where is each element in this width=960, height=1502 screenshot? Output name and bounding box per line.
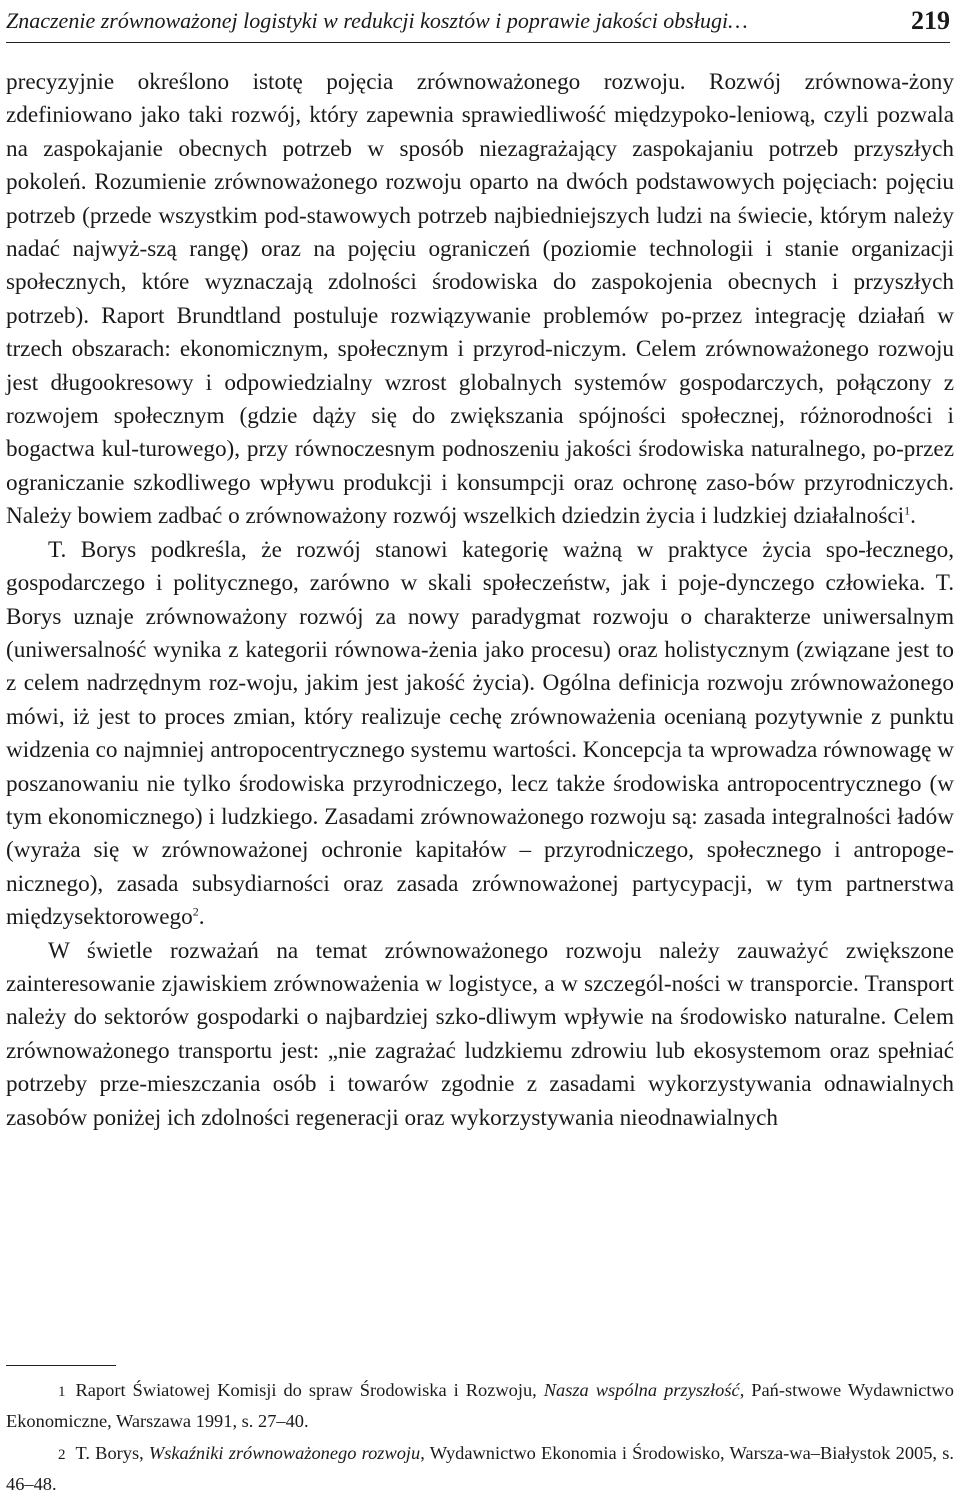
paragraph-2-text: T. Borys podkreśla, że rozwój stanowi kategorię ważną w praktyce życia spo-łecznego, gospodarczego i politycznego, zarówno w skali społeczeństw, jak i poje-dynczego człowieka. T. Borys uznaje zrównoważony rozwój za nowy paradygmat rozwoju o charakterze uniwersalnym (uniwersalność wynika z kategorii równowa-żenia jako procesu) oraz holistycznym (związane jest to z celem nadrzędnym roz-woju, jakim jest jakość życia). Ogólna definicja rozwoju zrównoważonego mówi, iż jest to proces zmian, który realizuje cechę zrównoważenia ocenianą pozytywnie z punktu widzenia co najmniej antropocentrycznego systemu wartości. Koncepcja ta wprowadza równowagę w poszanowaniu nie tylko środowiska przyrodniczego, lecz także środowiska antropocentrycznego (w tym ekonomicznego) i ludzkiego. Zasadami zrównoważonego rozwoju są: zasada integralności ładów (wyraża się w zrównoważonej ochronie kapitałów – przyrodniczego, społecznego i antropoge-nicznego), zasada subsydiarności oraz zasada zrównoważonej partycypacji, w tym partnerstwa międzysektorowego	[6, 536, 954, 931]
running-header	[6, 0, 950, 43]
footnote-1-title: Nasza wspólna przyszłość	[543, 1380, 740, 1400]
footnote-2-post: , Wydawnictwo Ekonomia i Środowisko, Warsza-wa–Białystok 2005, s. 46–48.	[6, 1443, 954, 1494]
page-number: 219	[911, 6, 950, 35]
paragraph-2-end: .	[198, 904, 205, 931]
footnote-1-post: , Pań-stwowe Wydawnictwo Ekonomiczne, Warszawa 1991, s. 27–40.	[6, 1380, 955, 1431]
footnote-number: 1	[58, 1384, 66, 1400]
paragraph-1-end: .	[910, 503, 916, 530]
footnote-ref-1[interactable]: 1	[904, 503, 911, 518]
footnote-ref-2[interactable]: 2	[192, 904, 199, 919]
footnote-number: 2	[58, 1447, 66, 1464]
footnote-2-pre: T. Borys,	[75, 1443, 149, 1464]
main-text	[6, 66, 954, 1135]
footnote-1	[6, 1376, 954, 1435]
running-title: Znaczenie zrównoważonej logistyki w redukcji kosztów i poprawie jakości obsługi…	[6, 8, 748, 33]
footnotes	[6, 1376, 954, 1502]
footnote-divider	[6, 1365, 116, 1366]
paragraph-1-text: precyzyjnie określono istotę pojęcia zrównoważonego rozwoju. Rozwój zrównowa-żony zdefiniowano jako taki rozwój, który zapewnia sprawiedliwość międzypoko-leniową, czyli pozwala na zaspokajanie obecnych potrzeb w sposób niezagrażający zaspokajaniu potrzeb przyszłych pokoleń. Rozumienie zrównoważonego rozwoju oparto na dwóch podstawowych pojęciach: pojęciu potrzeb (przede wszystkim pod-stawowych potrzeb najbiedniejszych ludzi na świecie, którym należy nadać najwyż-szą rangę) oraz na pojęciu ograniczeń (poziomie technologii i stanie organizacji społecznych, które wyznaczają zdolności środowiska do zaspokojenia obecnych i przyszłych potrzeb). Raport Brundtland postuluje rozwiązywanie problemów po-przez integrację działań w trzech obszarach: ekonomicznym, społecznym i przyrod-niczym. Celem zrównoważonego rozwoju jest długookresowy i odpowiedzialny wzrost globalnych systemów gospodarczych, połączony z rozwojem społecznym (gdzie dąży się do zwiększania spójności społecznej, różnorodności i bogactwa kul-turowego), przy równoczesnym podnoszeniu jakości środowiska naturalnego, po-przez ograniczanie szkodliwego wpływu produkcji i konsumpcji oraz ochronę zaso-bów przyrodniczych. Należy bowiem zadbać o zrównoważony rozwój wszelkich dziedzin życia i ludzkiej działalności	[6, 69, 954, 530]
paragraph-2	[6, 534, 954, 935]
paragraph-3: W świetle rozważań na temat zrównoważonego rozwoju należy zauważyć zwiększone zainteresowanie zjawiskiem zrównoważenia w logistyce, a w szczegól-ności w transporcie. Transport należy do sektorów gospodarki o najbardziej szko-dliwym wpływie na środowisko naturalne. Celem zrównoważonego transportu jest: „nie zagrażać ludzkiemu zdrowiu lub ekosystemom oraz spełniać potrzeby prze-mieszczania osób i towarów zgodnie z zasadami wykorzystywania odnawialnych zasobów poniżej ich zdolności regeneracji oraz wykorzystywania nieodnawialnych	[6, 937, 954, 1131]
footnote-2	[6, 1439, 954, 1498]
footnote-2-title: Wskaźniki zrównoważonego rozwoju	[148, 1443, 421, 1464]
footnote-1-pre: Raport Światowej Komisji do spraw Środowiska i Rozwoju,	[75, 1380, 544, 1400]
paragraph-1	[6, 66, 954, 534]
